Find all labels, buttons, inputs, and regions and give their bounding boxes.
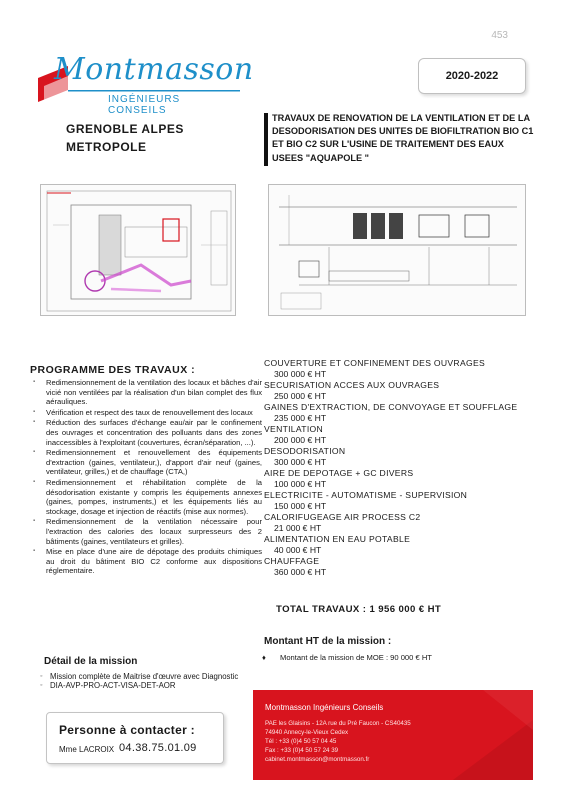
list-item: ▪ Redimensionnement et réhabilitation complète de la désodorisation existante y compris les équipements annexes (gaines, pompes, instruments,) et les équipements liés au stockage, dosage et injection de réactifs (mise aux normes). [30, 478, 262, 516]
list-item: ▪ Redimensionnement de la ventilation des locaux et bâches d'air vicié non ventilées par la réalisation d'un bilan complet des flux aérauliques. [30, 378, 262, 407]
cost-value: 250 000 € HT [274, 391, 327, 401]
mission-amount-text: Montant de la mission de MOE : 90 000 € HT [280, 653, 432, 662]
cost-label: GAINES D'EXTRACTION, DE CONVOYAGE ET SOUFFLAGE [264, 402, 518, 412]
total-works: TOTAL TRAVAUX : 1 956 000 € HT [276, 604, 442, 615]
logo-tagline: INGÉNIEURS CONSEILS [108, 94, 181, 116]
list-item: ◦ DIA-AVP-PRO-ACT-VISA-DET-AOR [40, 681, 240, 690]
contact-phone: 04.38.75.01.09 [119, 742, 197, 754]
list-item: ▪ Mise en place d'une aire de dépotage des produits chimiques au droit du bâtiment BIO C2 conforme aux dispositions réglementaire. [30, 547, 262, 576]
logo-wordmark: Montmasson [54, 52, 254, 87]
title-accent-bar [264, 113, 268, 166]
company-name: Montmasson Ingénieurs Conseils [265, 703, 384, 712]
list-item: ▪ Redimensionnement et renouvellement des équipements d'extraction (gaines, ventilateur,), d'apport d'air neuf (gaines, ventilateur, grilles,) et de chauffage (CTA,) [30, 448, 262, 477]
company-address-2: 74940 Annecy-le-Vieux Cedex [265, 729, 349, 736]
client-line-2: METROPOLE [66, 140, 147, 154]
company-info-box [253, 690, 533, 780]
cost-label: CHAUFFAGE [264, 556, 320, 566]
contact-name: Mme LACROIX [59, 745, 115, 754]
cost-value: 40 000 € HT [274, 545, 322, 555]
cost-value: 21 000 € HT [274, 523, 322, 533]
cost-label: SECURISATION ACCES AUX OUVRAGES [264, 380, 440, 390]
list-item: ◦ Mission complète de Maitrise d'œuvre avec Diagnostic [40, 672, 240, 681]
cost-label: ELECTRICITE - AUTOMATISME - SUPERVISION [264, 490, 468, 500]
cost-breakdown [264, 358, 534, 578]
cost-value: 300 000 € HT [274, 369, 327, 379]
cost-label: CALORIFUGEAGE AIR PROCESS C2 [264, 512, 421, 522]
programme-title: PROGRAMME DES TRAVAUX : [30, 364, 196, 376]
cost-label: DESODORISATION [264, 446, 346, 456]
cost-label: VENTILATION [264, 424, 324, 434]
cost-value: 360 000 € HT [274, 567, 327, 577]
process-schematic-image [268, 184, 526, 316]
programme-list [30, 378, 262, 577]
cost-value: 100 000 € HT [274, 479, 327, 489]
cost-value: 300 000 € HT [274, 457, 327, 467]
mission-amount-title: Montant HT de la mission : [264, 636, 392, 647]
company-tel: Tél : +33 (0)4 50 57 04 45 [265, 738, 337, 745]
mission-detail-list [40, 672, 240, 691]
company-fax: Fax : +33 (0)4 50 57 24 39 [265, 747, 339, 754]
period-badge: 2020-2022 [418, 58, 526, 94]
list-item: ▪ Vérification et respect des taux de renouvellement des locaux [30, 408, 262, 418]
mission-detail-title: Détail de la mission [44, 656, 138, 667]
company-logo [38, 50, 254, 116]
site-plan-image [40, 184, 236, 316]
mission-amount-item [262, 653, 432, 662]
cost-label: ALIMENTATION EN EAU POTABLE [264, 534, 411, 544]
cost-label: COUVERTURE ET CONFINEMENT DES OUVRAGES [264, 358, 486, 368]
list-item: ▪ Redimensionnement de la ventilation nécessaire pour l'extraction des calories des locaux surpresseurs des 2 bâtiments (gaines, ventilateurs et grilles). [30, 517, 262, 546]
client-name [66, 120, 184, 156]
page-number: 453 [491, 30, 508, 41]
project-title: TRAVAUX DE RENOVATION DE LA VENTILATION ET DE LA DESODORISATION DES UNITES DE BIOFILTRATION BIO C1 ET BIO C2 SUR L'USINE DE TRAITEMENT DES EAUX USEES "AQUAPOLE " [272, 113, 534, 163]
cost-value: 235 000 € HT [274, 413, 327, 423]
cost-label: AIRE DE DEPOTAGE + GC DIVERS [264, 468, 414, 478]
logo-underline [68, 90, 240, 93]
company-email: cabinet.montmasson@montmasson.fr [265, 756, 370, 763]
cost-value: 200 000 € HT [274, 435, 327, 445]
diamond-bullet-icon: ♦ [262, 653, 266, 662]
cost-value: 150 000 € HT [274, 501, 327, 511]
company-address-1: PAE les Glaisins - 12A rue du Pré Faucon - CS40435 [265, 720, 411, 727]
client-line-1: GRENOBLE ALPES [66, 122, 184, 136]
list-item: ▪ Réduction des surfaces d'échange eau/air par le confinement des ouvrages et concentration des polluants dans des zones inaccessibles à l'exploitant (couvertures, écran/séparation, ...). [30, 418, 262, 447]
contact-card [46, 712, 224, 764]
contact-title: Personne à contacter : [59, 723, 195, 737]
